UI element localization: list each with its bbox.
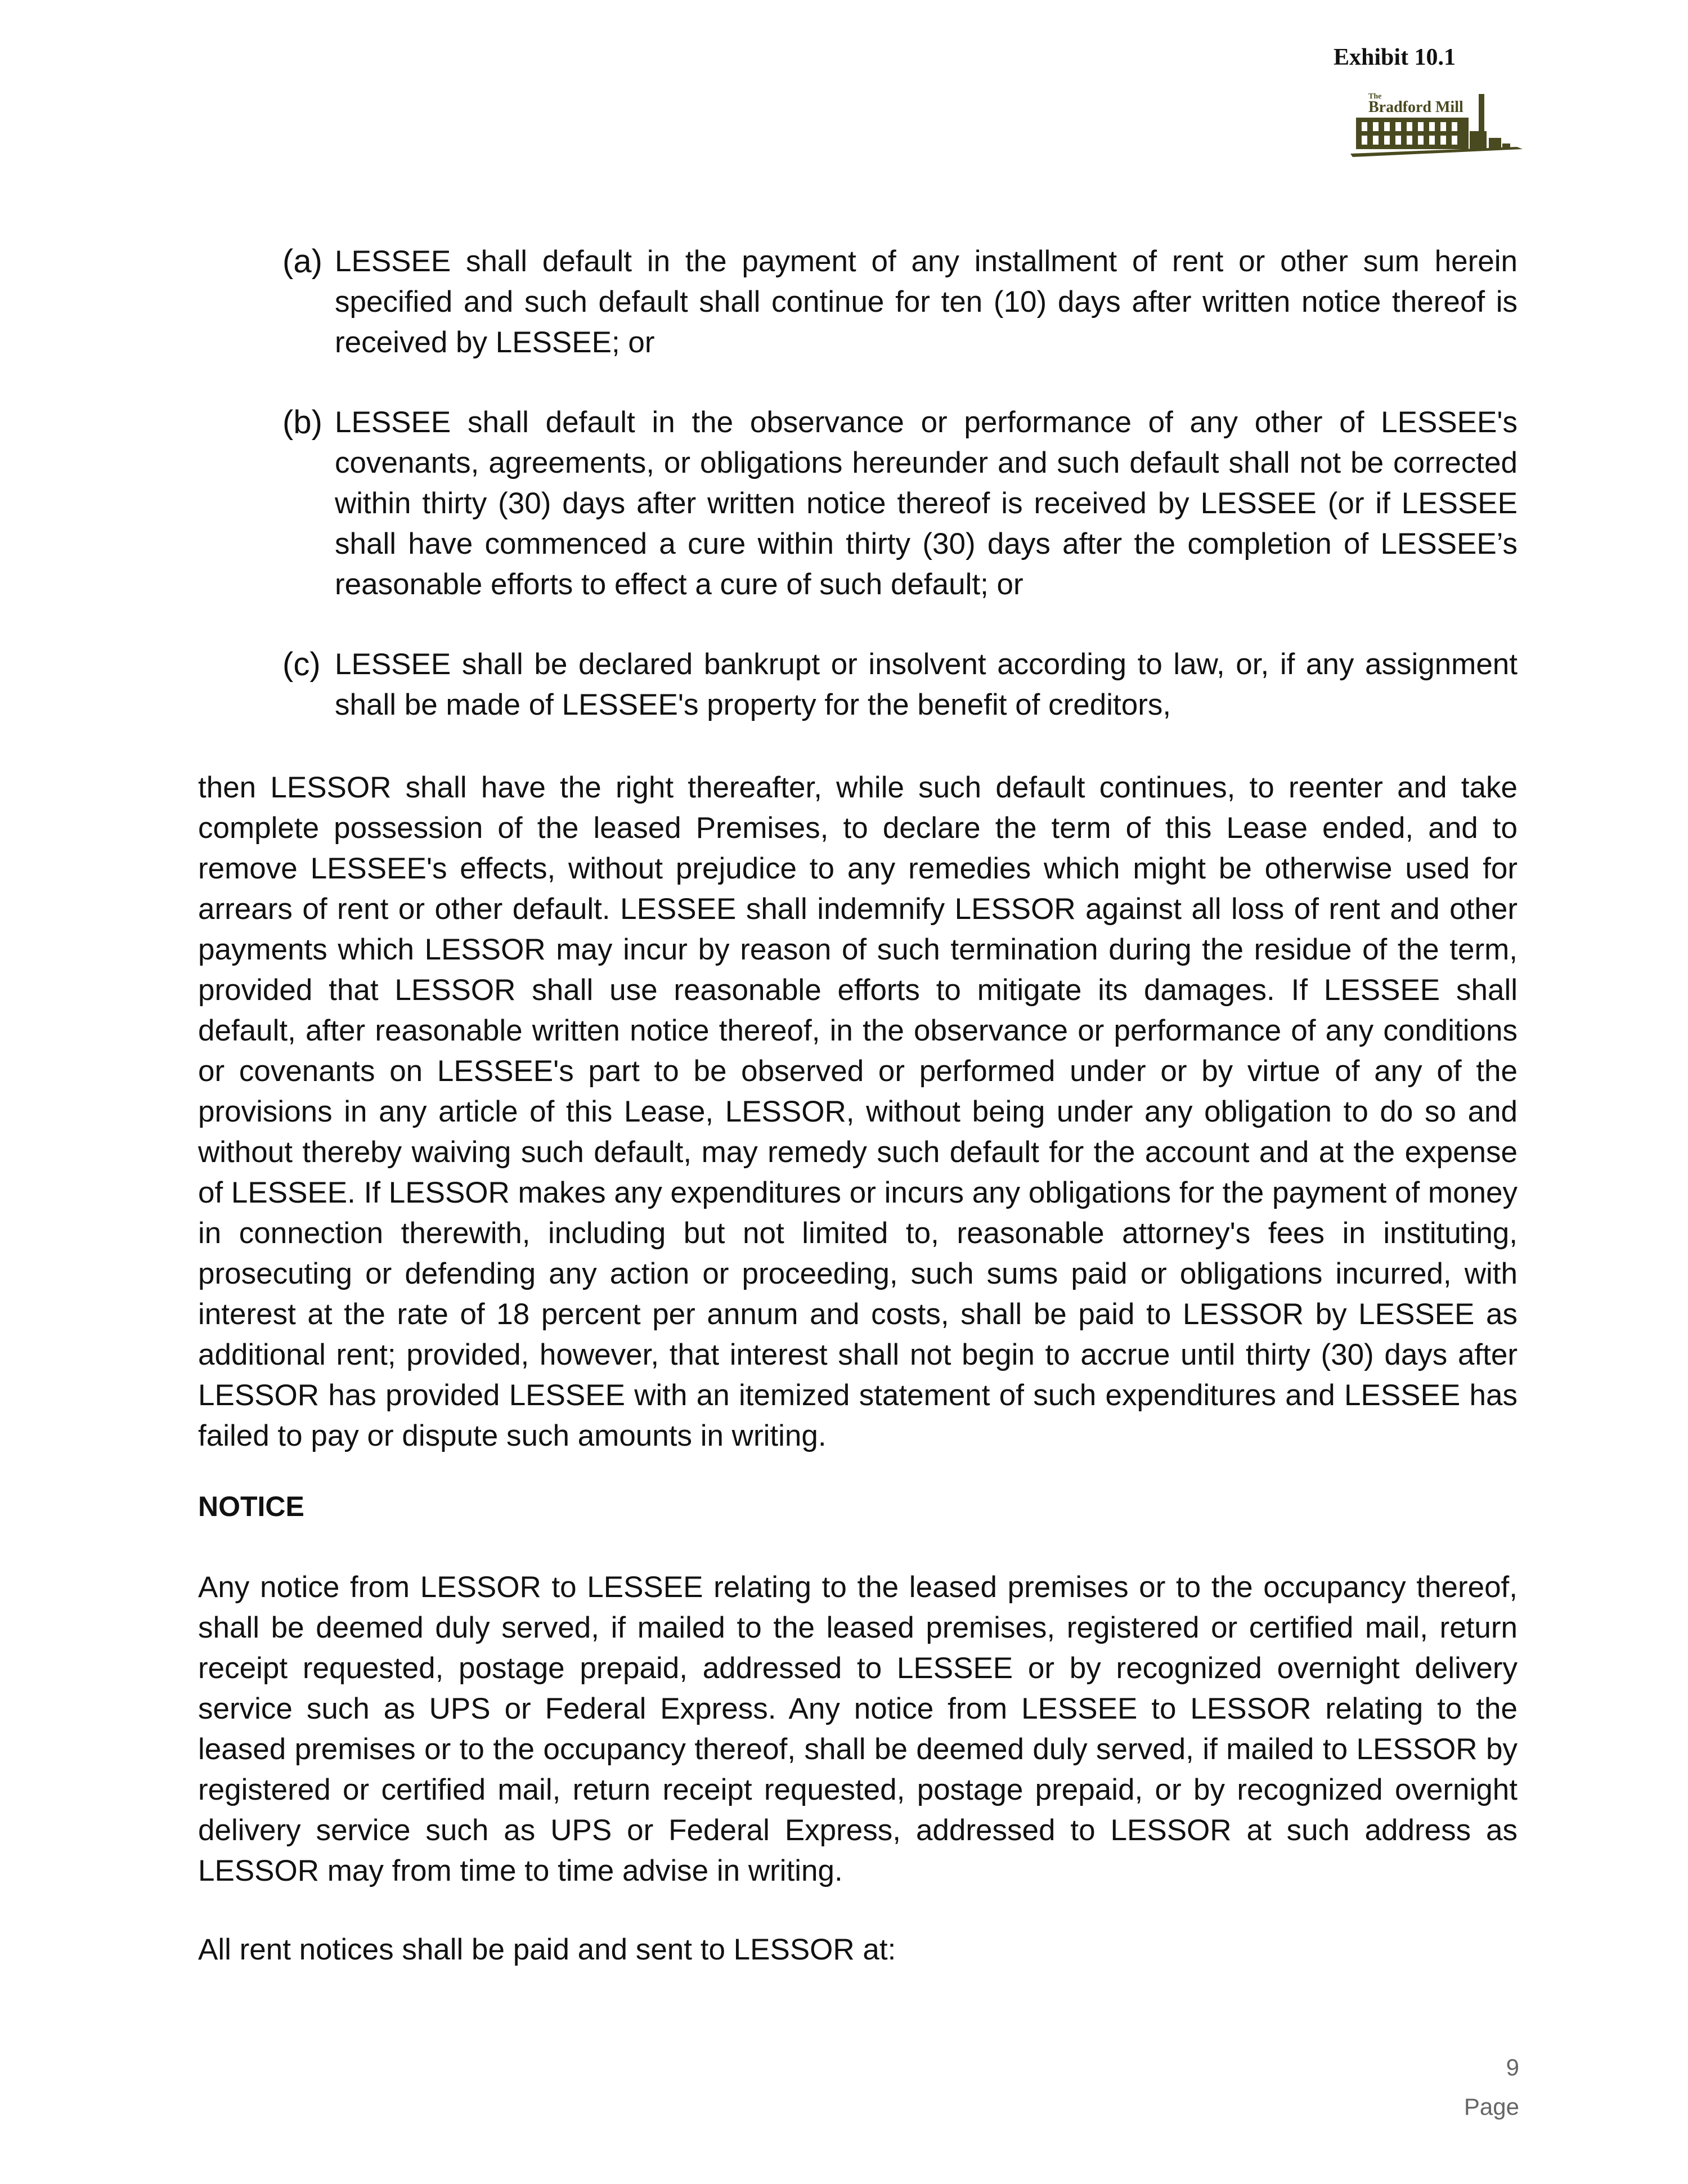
rent-notices-paragraph: All rent notices shall be paid and sent to LESSOR at: — [198, 1933, 896, 1966]
exhibit-label: Exhibit 10.1 — [1334, 44, 1456, 70]
logo-text-main: Bradford Mill — [1368, 98, 1463, 116]
default-remedies-paragraph: then LESSOR shall have the right thereafter, while such default continues, to reenter and take complete possession of the leased Premises, to declare the term of this Lease ended, and to remove LESSEE's effects, without prejudice to any remedies which might be otherwise used for arrears of rent or other default. LESSEE shall indemnify LESSOR against all loss of rent and other payments which LESSOR may incur by reason of such termination during the residue of the term, provided that LESSOR shall use reasonable efforts to mitigate its damages. If LESSEE shall default, after reasonable written notice thereof, in the observance or performance of any conditions or covenants on LESSEE's part to be observed or performed under or by virtue of any of the provisions in any article of this Lease, LESSOR, without being under any obligation to do so and without thereby waiving such default, may remedy such default for the account and at the expense of LESSEE. If LESSOR makes any expenditures or incurs any obligations for the payment of money in connection therewith, including but not limited to, reasonable attorney's fees in instituting, prosecuting or defending any action or proceeding, such sums paid or obligations incurred, with interest at the rate of 18 percent per annum and costs, shall be paid to LESSOR by LESSEE as additional rent; provided, however, that interest shall not begin to accrue until thirty (30) days after LESSOR has provided LESSEE with an itemized statement of such expenditures and LESSEE has failed to pay or dispute such amounts in writing. — [198, 771, 1518, 1452]
item-text: LESSEE shall default in the payment of any installment of rent or other sum herein specified and such default shall continue for ten (10) days after written notice thereof is received by LESSEE; or — [335, 245, 1518, 359]
default-condition-c — [282, 644, 1518, 725]
notice-heading: NOTICE — [198, 1491, 304, 1522]
default-condition-b — [282, 402, 1518, 605]
default-condition-a — [282, 241, 1518, 363]
item-marker: (b) — [282, 404, 322, 441]
item-marker: (a) — [282, 243, 322, 280]
logo-text-small: The — [1368, 92, 1382, 101]
item-text: LESSEE shall be declared bankrupt or insolvent according to law, or, if any assignment shall be made of LESSEE's property for the benefit of creditors, — [335, 648, 1518, 721]
item-text: LESSEE shall default in the observance or performance of any other of LESSEE's covenants, agreements, or obligations hereunder and such default shall not be corrected within thirty (30) days after written notice thereof is received by LESSEE (or if LESSEE shall have commenced a cure within thirty (30) days after the completion of LESSEE’s reasonable efforts to effect a cure of such default; or — [335, 406, 1518, 601]
item-marker: (c) — [282, 646, 321, 683]
page-label: Page — [1463, 2093, 1519, 2120]
notice-paragraph: Any notice from LESSOR to LESSEE relating to the leased premises or to the occupancy thereof, shall be deemed duly served, if mailed to the leased premises, registered or certified mail, return receipt requested, postage prepaid, addressed to LESSEE or by recognized overnight delivery service such as UPS or Federal Express. Any notice from LESSEE to LESSOR relating to the leased premises or to the occupancy thereof, shall be deemed duly served, if mailed to LESSOR by registered or certified mail, return receipt requested, postage prepaid, or by recognized overnight delivery service such as UPS or Federal Express, addressed to LESSOR at such address as LESSOR may from time to time advise in writing. — [198, 1571, 1518, 1887]
bradford-mill-logo — [1350, 87, 1525, 160]
page-number: 9 — [1506, 2054, 1519, 2080]
